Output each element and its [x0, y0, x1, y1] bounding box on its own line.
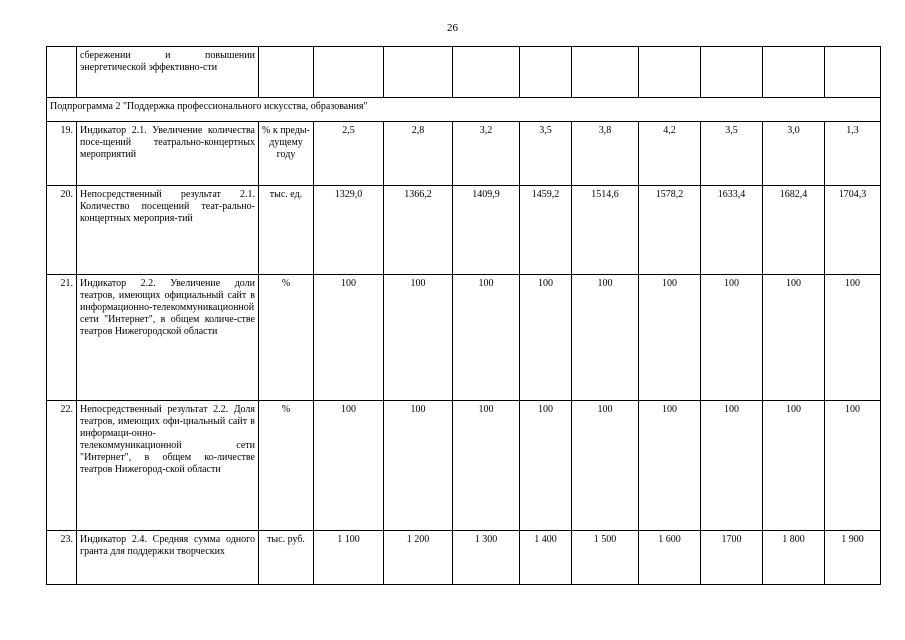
table-row: [47, 275, 881, 401]
value-cell: [572, 47, 639, 98]
value-cell: 3,8: [572, 122, 639, 186]
indicator-name: Непосредственный результат 2.2. Доля театров, имеющих офи-циальный сайт в информаци-онно-телекоммуникационной сети "Интернет", в общем ко-личестве театров Нижегород-ской области: [77, 401, 259, 531]
row-number: 21.: [47, 275, 77, 401]
value-cell: [701, 47, 763, 98]
table-row: [47, 401, 881, 531]
unit-cell: %: [259, 275, 314, 401]
value-cell: 4,2: [639, 122, 701, 186]
row-number: [47, 47, 77, 98]
value-cell: 2,8: [384, 122, 453, 186]
value-cell: 1 400: [520, 531, 572, 585]
row-number: 23.: [47, 531, 77, 585]
value-cell: [825, 47, 881, 98]
indicator-name: сбережении и повышении энергетической эффективно-сти: [77, 47, 259, 98]
value-cell: 1459,2: [520, 186, 572, 275]
indicator-name: Индикатор 2.1. Увеличение количества посе-щений театрально-концертных мероприятий: [77, 122, 259, 186]
row-number: 20.: [47, 186, 77, 275]
value-cell: 100: [384, 275, 453, 401]
value-cell: 100: [763, 275, 825, 401]
value-cell: 1682,4: [763, 186, 825, 275]
unit-cell: [259, 47, 314, 98]
value-cell: 1514,6: [572, 186, 639, 275]
value-cell: 100: [701, 401, 763, 531]
table-row-continuation: [47, 47, 881, 98]
value-cell: 1 300: [453, 531, 520, 585]
table-row: [47, 531, 881, 585]
subprogram-row: [47, 98, 881, 122]
indicator-name: Непосредственный результат 2.1. Количество посещений теат-рально-концертных мероприя-тий: [77, 186, 259, 275]
value-cell: 100: [314, 275, 384, 401]
value-cell: [520, 47, 572, 98]
value-cell: 1 800: [763, 531, 825, 585]
value-cell: 1578,2: [639, 186, 701, 275]
value-cell: 1704,3: [825, 186, 881, 275]
value-cell: 1329,0: [314, 186, 384, 275]
value-cell: 1 900: [825, 531, 881, 585]
value-cell: 100: [825, 275, 881, 401]
value-cell: 1 100: [314, 531, 384, 585]
unit-cell: тыс. ед.: [259, 186, 314, 275]
indicator-name: Индикатор 2.4. Средняя сумма одного гранта для поддержки творческих: [77, 531, 259, 585]
value-cell: 3,2: [453, 122, 520, 186]
value-cell: 100: [572, 401, 639, 531]
value-cell: 1,3: [825, 122, 881, 186]
value-cell: 1633,4: [701, 186, 763, 275]
value-cell: 3,0: [763, 122, 825, 186]
value-cell: [639, 47, 701, 98]
indicator-name: Индикатор 2.2. Увеличение доли театров, имеющих официальный сайт в информационно-телекоммуникационной сети "Интернет", в общем количе-стве театров Нижегородской области: [77, 275, 259, 401]
value-cell: 1 500: [572, 531, 639, 585]
value-cell: 1409,9: [453, 186, 520, 275]
table-row: [47, 122, 881, 186]
value-cell: [384, 47, 453, 98]
unit-cell: тыс. руб.: [259, 531, 314, 585]
value-cell: 1366,2: [384, 186, 453, 275]
value-cell: 3,5: [520, 122, 572, 186]
value-cell: 100: [572, 275, 639, 401]
value-cell: 100: [763, 401, 825, 531]
value-cell: 100: [639, 401, 701, 531]
value-cell: 100: [825, 401, 881, 531]
page-number: 26: [447, 22, 458, 34]
value-cell: 100: [639, 275, 701, 401]
value-cell: 100: [520, 401, 572, 531]
value-cell: 100: [384, 401, 453, 531]
row-number: 22.: [47, 401, 77, 531]
value-cell: 1 600: [639, 531, 701, 585]
value-cell: [314, 47, 384, 98]
value-cell: [763, 47, 825, 98]
value-cell: 1700: [701, 531, 763, 585]
value-cell: 100: [701, 275, 763, 401]
value-cell: 100: [314, 401, 384, 531]
row-number: 19.: [47, 122, 77, 186]
value-cell: 1 200: [384, 531, 453, 585]
value-cell: [453, 47, 520, 98]
value-cell: 2,5: [314, 122, 384, 186]
unit-cell: % к преды-дущему году: [259, 122, 314, 186]
indicators-table: [46, 46, 881, 585]
table-row: [47, 186, 881, 275]
value-cell: 100: [520, 275, 572, 401]
value-cell: 100: [453, 401, 520, 531]
subprogram-title: Подпрограмма 2 "Поддержка профессионального искусства, образования": [47, 98, 881, 122]
unit-cell: %: [259, 401, 314, 531]
value-cell: 100: [453, 275, 520, 401]
value-cell: 3,5: [701, 122, 763, 186]
